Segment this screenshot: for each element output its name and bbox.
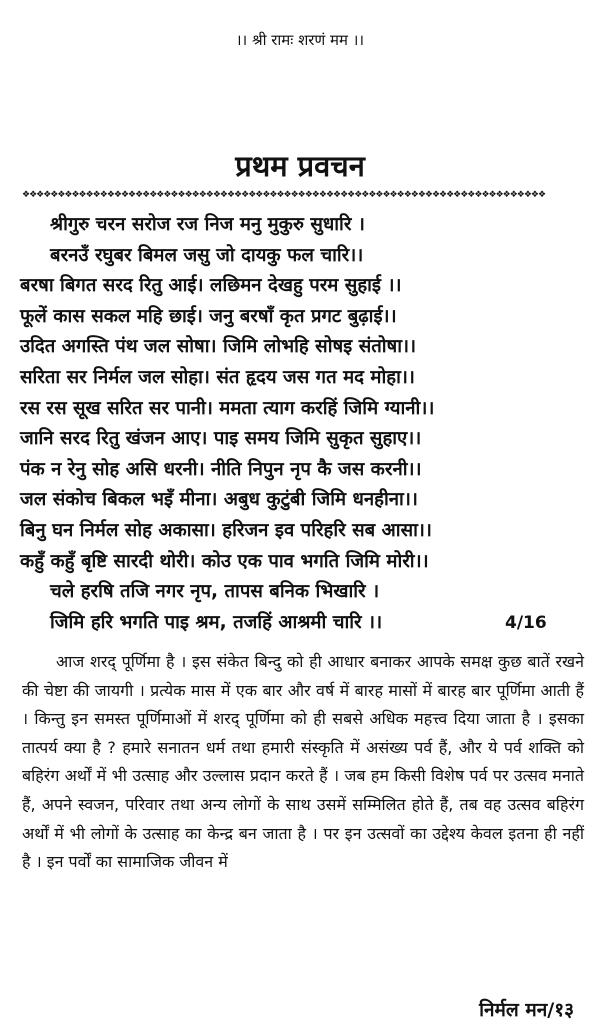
- chaupai-line: जानि सरद रितु खंजन आए। पाइ समय जिमि सुकृत सुहाए।।: [20, 428, 422, 450]
- chaupai-line: पंक न रेनु सोह असि धरनी। नीति निपुन नृप कै जस करनी।।: [20, 458, 422, 480]
- chaupai-line: फूलें कास सकल महि छाई। जनु बरषाँ कृत प्रगट बुढ़ाई।।: [20, 305, 397, 327]
- doha-line: श्रीगुरु चरन सरोज रज निज मनु मुकुरु सुधारि ।: [50, 214, 365, 235]
- page-footer: निर्मल मन/१३: [479, 999, 574, 1021]
- chaupai-line: सरिता सर निर्मल जल सोहा। संत हृदय जस गत मद मोहा।।: [20, 366, 415, 388]
- chapter-title: प्रथम प्रवचन: [235, 149, 365, 183]
- verse-block: [0, 210, 600, 638]
- chaupai-line: जल संकोच बिकल भइँ मीना। अबुध कुटुंबी जिमि धनहीना।।: [20, 489, 418, 511]
- invocation-header: ।। श्री रामः शरणं मम ।।: [235, 31, 365, 49]
- prose-paragraph: आज शरद् पूर्णिमा है । इस संकेत बिन्दु को ही आधार बनाकर आपके समक्ष कुछ बातें रखने की चेष्टा की जायगी । प्रत्येक मास में एक बार और वर्ष में बारह मासों में बारह बार पूर्णिमा आती हैं । किन्तु इन समस्त पूर्णिमाओं में शरद् पूर्णिमा को ही सबसे अधिक महत्त्व दिया जाता है । इसका तात्पर्य क्या है ? हमारे सनातन धर्म तथा हमारी संस्कृति में असंख्य पर्व हैं, और ये पर्व शक्ति को बहिरंग अर्थों में भी उत्साह और उल्लास प्रदान करते हैं । जब हम किसी विशेष पर्व पर उत्सव मनाते हैं, अपने स्वजन, परिवार तथा अन्य लोगों के साथ उसमें सम्मिलित होते हैं, तब वह उत्सव बहिरंग अर्थों में भी लोगों के उत्साह का केन्द्र बन जाता है । पर इन उत्सवों का उद्देश्य केवल इतना ही नहीं है । इन पर्वों का सामाजिक जीवन में: [22, 652, 584, 872]
- chaupai-line: बिनु घन निर्मल सोह अकासा। हरिजन इव परिहरि सब आसा।।: [20, 519, 432, 541]
- chaupai-line: बरषा बिगत सरद रितु आई। लछिमन देखहु परम सुहाई ।।: [20, 275, 402, 297]
- doha-line: जिमि हरि भगति पाइ श्रम, तजहिं आश्रमी चारि ।। 4/16: [0, 608, 600, 639]
- chaupai-line: उदित अगस्ति पंथ जल सोषा। जिमि लोभहि सोषइ संतोषा।।: [20, 336, 417, 358]
- doha-line: चले हरषि तजि नगर नृप, तापस बनिक भिखारि ।: [50, 581, 380, 603]
- chaupai-line: कहुँ कहुँ बृष्टि सारदी थोरी। कोउ एक पाव भगति जिमि मोरी।।: [20, 550, 429, 572]
- chaupai-line: रस रस सूख सरित सर पानी। ममता त्याग करहिं जिमि ग्यानी।।: [20, 397, 435, 419]
- doha-line: बरनउँ रघुबर बिमल जसु जो दायकु फल चारि।।: [50, 244, 364, 266]
- verse-reference: 4/16: [505, 612, 547, 633]
- ornamental-divider: ❖❖❖❖❖❖❖❖❖❖❖❖❖❖❖❖❖❖❖❖❖❖❖❖❖❖❖❖❖❖❖❖❖❖❖❖❖❖❖❖❖❖❖❖❖❖❖❖❖❖❖❖❖❖❖❖❖❖❖❖❖❖❖❖❖❖❖❖❖❖❖❖❖❖: [22, 190, 546, 200]
